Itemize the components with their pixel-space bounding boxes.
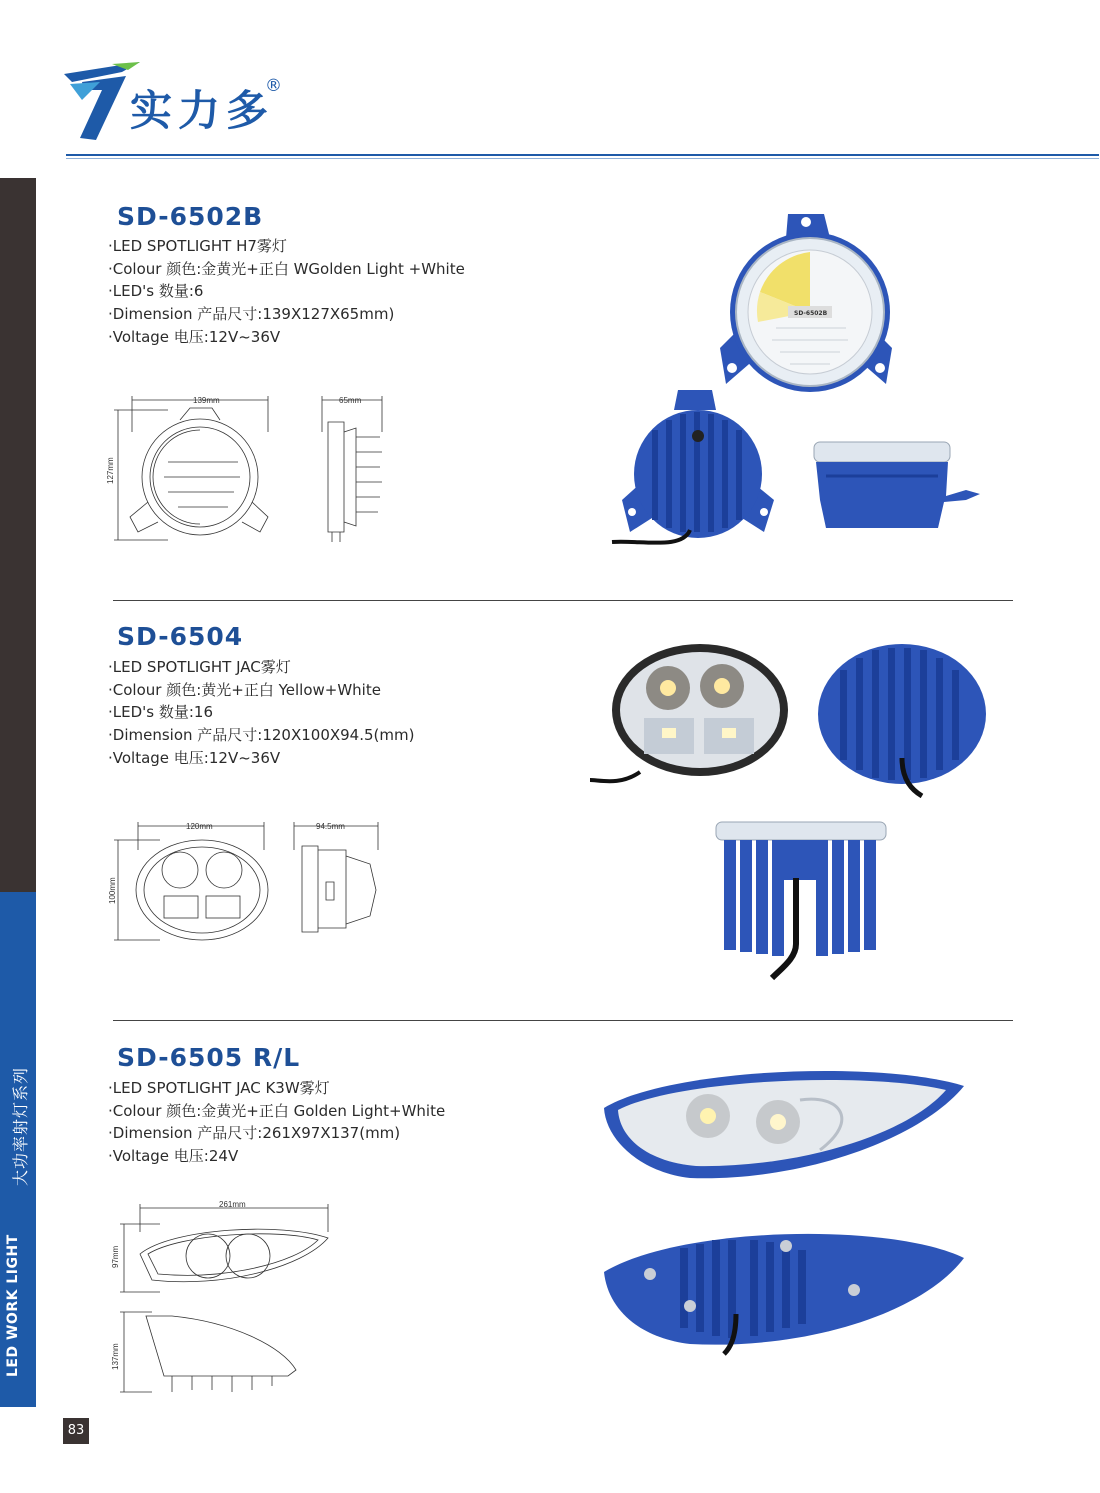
dimension-label-width: 139mm (193, 396, 220, 405)
spec-line: ·Dimension 产品尺寸:139X127X65mm) (108, 305, 395, 324)
product-photo-front (706, 208, 916, 408)
registered-mark: ® (265, 76, 282, 96)
product-model-title: SD-6505 R/L (117, 1043, 301, 1072)
section-divider (113, 1020, 1013, 1021)
header-rule-thin (66, 158, 1099, 159)
technical-drawing-front (112, 1198, 336, 1298)
dimension-label-depth: 94.5mm (316, 822, 345, 831)
product-photo-back (812, 640, 992, 796)
page-number: 83 (63, 1418, 89, 1444)
spec-line: ·Colour 颜色:金黄光+正白 WGolden Light +White (108, 259, 465, 278)
technical-drawing-side (290, 820, 382, 944)
sidebar-dark-band (0, 178, 36, 892)
product-model-title: SD-6502B (117, 202, 264, 231)
product-spec-list (108, 656, 414, 770)
dimension-label-depth: 137mm (111, 1343, 120, 1370)
dimension-label-height: 100mm (108, 877, 117, 904)
product-photo-back (612, 390, 782, 550)
dimension-label-width: 261mm (219, 1200, 246, 1209)
dimension-label-height: 127mm (106, 457, 115, 484)
dimension-label-height: 97mm (111, 1245, 120, 1268)
spec-line: ·Dimension 产品尺寸:261X97X137(mm) (108, 1124, 401, 1143)
product-spec-list (108, 235, 465, 349)
spec-line: ·Colour 颜色:黄光+正白 Yellow+White (108, 680, 381, 699)
product-photo-side (806, 436, 986, 536)
spec-line: ·LED's 数量:6 (108, 282, 204, 301)
brand-name: 实力多 (130, 86, 275, 135)
spec-line: ·LED SPOTLIGHT JAC雾灯 (108, 658, 291, 676)
product-photo-front (600, 1060, 966, 1186)
spec-line: ·Voltage 电压:24V (108, 1147, 239, 1166)
technical-drawing-front (108, 392, 278, 550)
product-photo-front (610, 640, 790, 786)
product-photo-back (600, 1218, 966, 1354)
header-rule (66, 154, 1099, 156)
product-model-title: SD-6504 (117, 622, 244, 651)
section-divider (113, 600, 1013, 601)
technical-drawing-side (112, 1306, 312, 1396)
spec-line: ·LED SPOTLIGHT JAC K3W雾灯 (108, 1079, 330, 1097)
technical-drawing-side (318, 392, 390, 550)
sidebar-english-title (5, 1351, 21, 1377)
spec-line: ·Colour 颜色:金黄光+正白 Golden Light+White (108, 1101, 446, 1120)
product-photo-side (712, 818, 888, 978)
spec-line: ·LED SPOTLIGHT H7雾灯 (108, 237, 287, 255)
spec-line: ·Dimension 产品尺寸:120X100X94.5(mm) (108, 726, 415, 745)
sidebar-chinese-title: 大功率射灯系列 (11, 1066, 30, 1186)
product-spec-list (108, 1077, 445, 1168)
spec-line: ·Voltage 电压:12V~36V (108, 748, 281, 767)
dimension-label-depth: 65mm (339, 396, 362, 405)
spec-line: ·LED's 数量:16 (108, 703, 214, 722)
lens-model-label: SD-6502B (794, 310, 828, 317)
spec-line: ·Voltage 电压:12V~36V (108, 327, 281, 346)
technical-drawing-front (110, 820, 280, 944)
dimension-label-width: 120mm (186, 822, 213, 831)
